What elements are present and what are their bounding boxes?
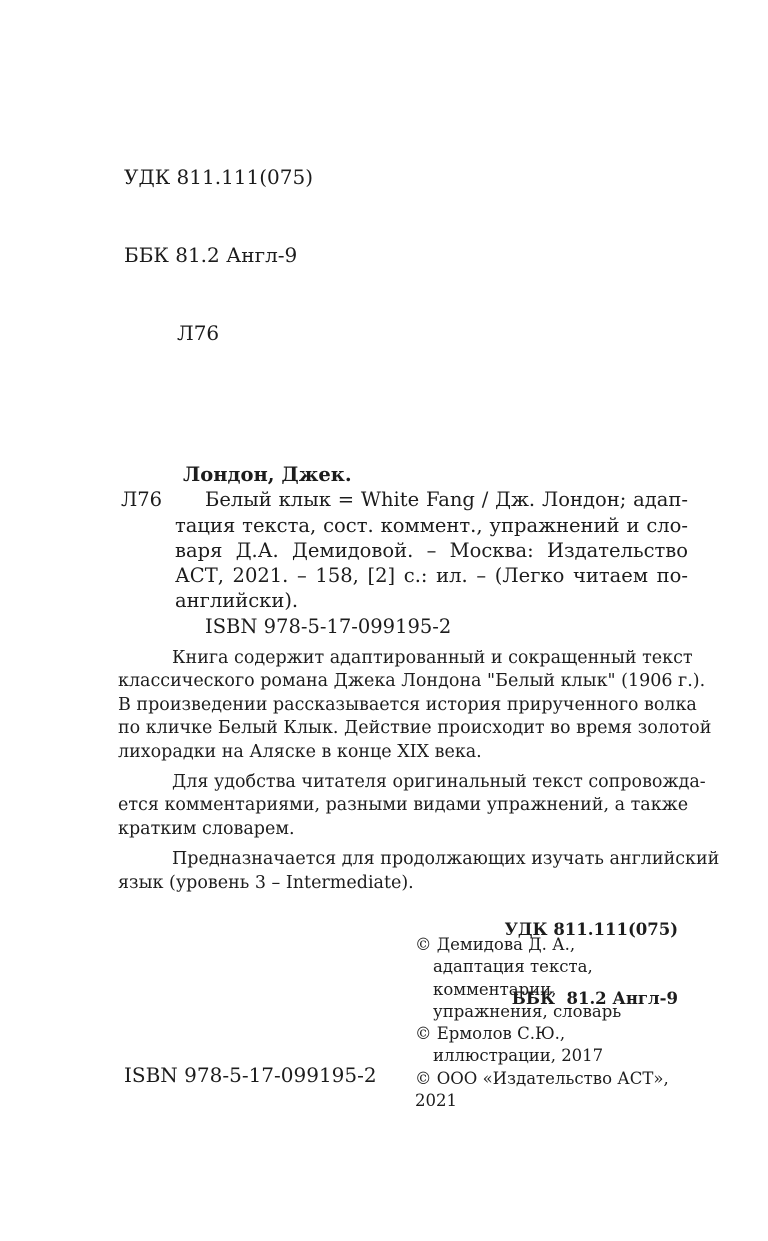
copyright-entry-line: © ООО «Издательство АСТ», 2021 — [415, 1068, 669, 1111]
text-line: Белый клык = White Fang / Дж. Лондон; адап- — [205, 488, 688, 512]
copyright-entry-line: © Ермолов С.Ю., — [415, 1024, 566, 1044]
bbk-code-top: ББК 81.2 Англ-9 — [124, 243, 298, 267]
text-line: ется комментариями, разными видами упражнений, а также — [118, 795, 689, 816]
entry-author-sign: Л76 — [121, 488, 163, 512]
annotation-paragraph-2 — [118, 771, 706, 841]
copyright-line: иллюстрации, 2017 — [433, 1046, 604, 1066]
text-line: варя Д.А. Демидовой. – Москва: Издательство — [175, 538, 688, 562]
isbn-bottom: ISBN 978-5-17-099195-2 — [124, 1063, 377, 1087]
copyright-line: упражнения, словарь — [433, 1001, 622, 1021]
copyright-line: комментарии, — [433, 979, 557, 999]
text-line: тация текста, сост. коммент., упражнений и сло- — [175, 513, 688, 537]
annotation — [118, 647, 720, 902]
text-line: В произведении рассказывается история прирученного волка — [118, 694, 697, 715]
udc-code-bottom: УДК 811.111(075) — [504, 920, 678, 939]
text-line: Предназначается для продолжающих изучать английский — [172, 849, 720, 870]
udc-code-top: УДК 811.111(075) — [124, 165, 314, 189]
text-line: лихорадки на Аляске в конце XIX века. — [118, 741, 482, 762]
copyright-line: адаптация текста, — [433, 957, 593, 977]
entry-author-heading: Лондон, Джек. — [183, 463, 352, 486]
author-sign-top: Л76 — [177, 321, 220, 345]
text-line: английски). — [175, 589, 299, 613]
annotation-paragraph-1 — [118, 647, 712, 764]
text-line: Книга содержит адаптированный и сокращенный текст — [172, 648, 693, 668]
copyright-block — [415, 934, 705, 1112]
text-line: язык (уровень 3 – Intermediate). — [118, 872, 414, 893]
bibliographic-codes-top — [124, 112, 313, 398]
text-line: классического романа Джека Лондона "Белый клык" (1906 г.). — [118, 671, 706, 692]
catalog-entry — [121, 462, 688, 639]
copyright-entry-line: © Демидова Д. А., — [415, 935, 576, 954]
text-line: Для удобства читателя оригинальный текст сопровожда- — [172, 772, 706, 793]
text-line: по кличке Белый Клык. Действие происходит во время золотой — [118, 718, 712, 739]
entry-description — [175, 487, 688, 613]
entry-isbn: ISBN 978-5-17-099195-2 — [205, 614, 452, 638]
text-line: кратким словарем. — [118, 818, 295, 839]
text-line: АСТ, 2021. – 158, [2] с.: ил. – (Легко читаем по- — [175, 564, 688, 588]
bbk-code-bottom: ББК 81.2 Англ-9 — [511, 989, 678, 1008]
